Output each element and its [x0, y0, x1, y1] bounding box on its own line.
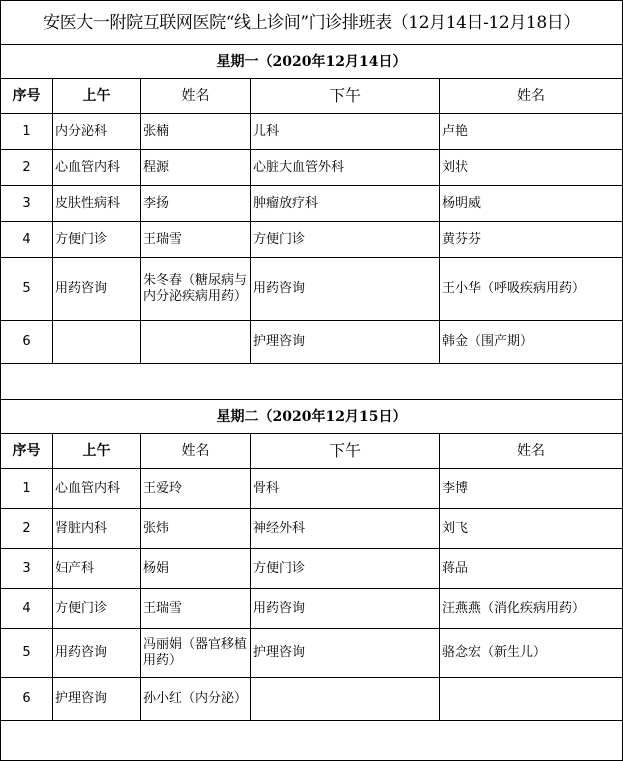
- morning-doctor: 杨娟: [141, 549, 251, 589]
- row-number: 1: [1, 114, 53, 150]
- afternoon-department: 护理咨询: [251, 629, 440, 678]
- name-header: 姓名: [440, 79, 623, 114]
- afternoon-doctor: 李博: [440, 469, 623, 509]
- morning-doctor: 王爱玲: [141, 469, 251, 509]
- afternoon-department: 肿瘤放疗科: [251, 186, 440, 222]
- page-title: 安医大一附院互联网医院“线上诊间”门诊排班表（12月14日-12月18日）: [1, 1, 623, 45]
- row-number: 3: [1, 549, 53, 589]
- afternoon-department: 神经外科: [251, 509, 440, 549]
- day-heading: 星期二（2020年12月15日）: [1, 400, 623, 434]
- morning-department: 方便门诊: [53, 589, 141, 629]
- morning-doctor: 朱冬春（糖尿病与内分泌疾病用药）: [141, 258, 251, 321]
- morning-doctor: 王瑞雪: [141, 222, 251, 258]
- table-row: [1, 629, 623, 678]
- row-number: 3: [1, 186, 53, 222]
- morning-department: 心血管内科: [53, 469, 141, 509]
- table-row: [1, 469, 623, 509]
- header-row: [1, 79, 623, 114]
- afternoon-header: 下午: [251, 434, 440, 469]
- afternoon-department: [251, 678, 440, 721]
- afternoon-header: 下午: [251, 79, 440, 114]
- row-number: 2: [1, 150, 53, 186]
- afternoon-doctor: 杨明威: [440, 186, 623, 222]
- morning-doctor: 王瑞雪: [141, 589, 251, 629]
- table-row: [1, 589, 623, 629]
- name-header: 姓名: [440, 434, 623, 469]
- morning-department: 妇产科: [53, 549, 141, 589]
- row-number: 1: [1, 469, 53, 509]
- morning-header: 上午: [53, 79, 141, 114]
- morning-department: 心血管内科: [53, 150, 141, 186]
- morning-department: 皮肤性病科: [53, 186, 141, 222]
- spacer-row: [1, 364, 623, 400]
- spacer-row: [1, 721, 623, 761]
- table-row: [1, 114, 623, 150]
- afternoon-department: 心脏大血管外科: [251, 150, 440, 186]
- morning-doctor: [141, 321, 251, 364]
- row-number: 4: [1, 222, 53, 258]
- row-number: 6: [1, 678, 53, 721]
- morning-department: 用药咨询: [53, 629, 141, 678]
- morning-doctor: 孙小红（内分泌）: [141, 678, 251, 721]
- row-number: 5: [1, 629, 53, 678]
- afternoon-doctor: 刘飞: [440, 509, 623, 549]
- morning-header: 上午: [53, 434, 141, 469]
- name-header: 姓名: [141, 79, 251, 114]
- afternoon-doctor: 骆念宏（新生儿）: [440, 629, 623, 678]
- morning-department: 肾脏内科: [53, 509, 141, 549]
- row-number: 2: [1, 509, 53, 549]
- morning-doctor: 张炜: [141, 509, 251, 549]
- table-row: [1, 509, 623, 549]
- morning-doctor: 张楠: [141, 114, 251, 150]
- morning-department: 内分泌科: [53, 114, 141, 150]
- table-row: [1, 549, 623, 589]
- table-row: [1, 222, 623, 258]
- header-row: [1, 434, 623, 469]
- afternoon-doctor: 蒋品: [440, 549, 623, 589]
- morning-department: 护理咨询: [53, 678, 141, 721]
- table-row: [1, 321, 623, 364]
- row-number: 6: [1, 321, 53, 364]
- name-header: 姓名: [141, 434, 251, 469]
- afternoon-department: 骨科: [251, 469, 440, 509]
- afternoon-department: 儿科: [251, 114, 440, 150]
- table-row: [1, 258, 623, 321]
- afternoon-doctor: 汪燕燕（消化疾病用药）: [440, 589, 623, 629]
- index-header: 序号: [1, 79, 53, 114]
- row-number: 4: [1, 589, 53, 629]
- afternoon-department: 护理咨询: [251, 321, 440, 364]
- afternoon-doctor: 王小华（呼吸疾病用药）: [440, 258, 623, 321]
- morning-doctor: 冯丽娟（器官移植用药）: [141, 629, 251, 678]
- afternoon-department: 方便门诊: [251, 549, 440, 589]
- index-header: 序号: [1, 434, 53, 469]
- afternoon-doctor: 刘状: [440, 150, 623, 186]
- afternoon-department: 用药咨询: [251, 258, 440, 321]
- afternoon-doctor: 黄芬芬: [440, 222, 623, 258]
- table-row: [1, 186, 623, 222]
- table-row: [1, 150, 623, 186]
- morning-doctor: 程源: [141, 150, 251, 186]
- afternoon-doctor: 卢艳: [440, 114, 623, 150]
- afternoon-department: 用药咨询: [251, 589, 440, 629]
- morning-department: 方便门诊: [53, 222, 141, 258]
- morning-department: [53, 321, 141, 364]
- row-number: 5: [1, 258, 53, 321]
- morning-doctor: 李扬: [141, 186, 251, 222]
- afternoon-doctor: 韩金（围产期）: [440, 321, 623, 364]
- table-row: [1, 678, 623, 721]
- afternoon-department: 方便门诊: [251, 222, 440, 258]
- morning-department: 用药咨询: [53, 258, 141, 321]
- day-heading: 星期一（2020年12月14日）: [1, 45, 623, 79]
- afternoon-doctor: [440, 678, 623, 721]
